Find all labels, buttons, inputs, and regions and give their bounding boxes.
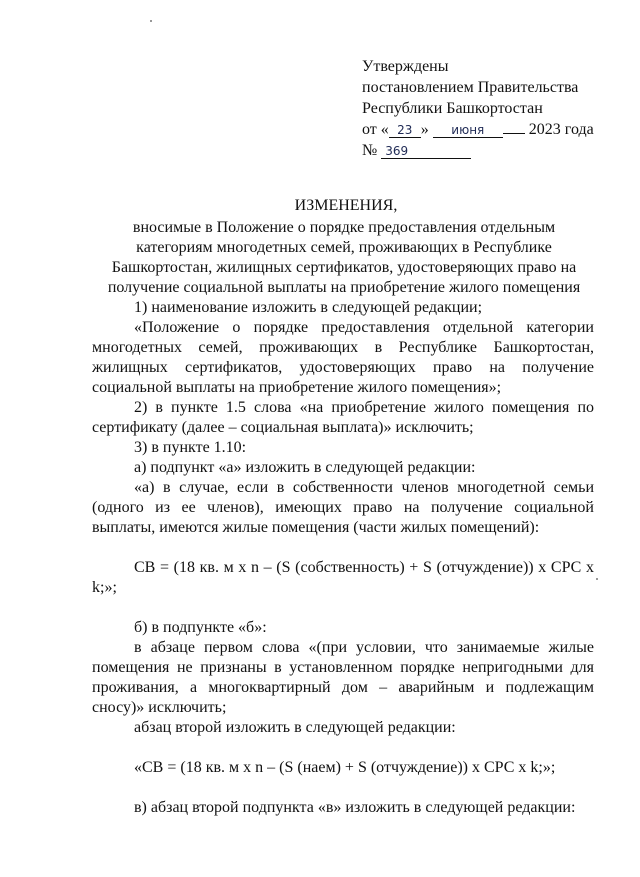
paragraph-6: «а) в случае, если в собственности членов многодетной семьи (одного из ее членов), имеющих право на получение социальной выплаты, имеются жилые помещения (части жилых помещений): [92, 479, 594, 536]
approval-block [362, 56, 622, 161]
date-prefix: от « [362, 121, 389, 138]
paragraph-8: в абзаце первом слова «(при условии, что занимаемые жилые помещения не признаны в установленном порядке непригодными для проживания, а многоквартирный дом – аварийным и подлежащим сносу)» исключить; [92, 639, 594, 716]
paragraph-9: абзац второй изложить в следующей редакции: [134, 719, 456, 736]
date-day-handwritten: 23 [389, 123, 421, 138]
spacer [92, 598, 594, 618]
paragraph-3: 2) в пункте 1.5 слова «на приобретение жилого помещения по сертификату (далее – социальная выплата)» исключить; [92, 399, 594, 436]
date-underline [503, 133, 525, 134]
document-title: ИЗМЕНЕНИЯ, [294, 197, 398, 214]
formula-2: «СВ = (18 кв. м х n – (S (наем) + S (отчуждение)) х СРС х k;»; [134, 759, 556, 776]
paragraph-7: б) в подпункте «б»: [134, 619, 267, 636]
date-month-handwritten: июня [433, 123, 503, 138]
approval-line-resolution: постановлением Правительства [362, 79, 579, 96]
paragraph-4: 3) в пункте 1.10: [134, 439, 247, 456]
approval-line-approved: Утверждены [362, 58, 449, 75]
paragraph-1: 1) наименование изложить в следующей редакции; [134, 299, 483, 316]
paragraph-5: а) подпункт «а» изложить в следующей редакции: [134, 459, 476, 476]
document-body [92, 298, 594, 818]
document-subtitle: вносимые в Положение о порядке предоставления отдельным категориям многодетных семей, проживающих в Республике Башкортостан, жилищных сертификатов, удостоверяющих право на получение социальной выплаты на приобретение жилого помещения [107, 219, 581, 296]
scan-speck [150, 20, 152, 22]
scan-speck [596, 578, 598, 580]
approval-line-republic: Республики Башкортостан [362, 100, 543, 117]
approval-date-line [362, 119, 622, 140]
date-suffix: 2023 года [524, 121, 594, 138]
spacer [92, 538, 594, 558]
paragraph-10: в) абзац второй подпункта «в» изложить в следующей редакции: [134, 799, 576, 816]
approval-number-line [362, 140, 622, 161]
number-handwritten: 369 [381, 144, 471, 159]
paragraph-2: «Положение о порядке предоставления отдельной категории многодетных семей, проживающих в Республике Башкортостан, жилищных сертификатов, удостоверяющих право на получение социальной выплаты на приобретение жилого помещения»; [92, 319, 594, 396]
spacer [92, 778, 594, 798]
spacer [92, 738, 594, 758]
date-mid: » [420, 121, 429, 138]
number-prefix: № [362, 142, 378, 159]
formula-1: СВ = (18 кв. м х n – (S (собственность) + S (отчуждение)) х СРС х k;»; [92, 559, 594, 596]
